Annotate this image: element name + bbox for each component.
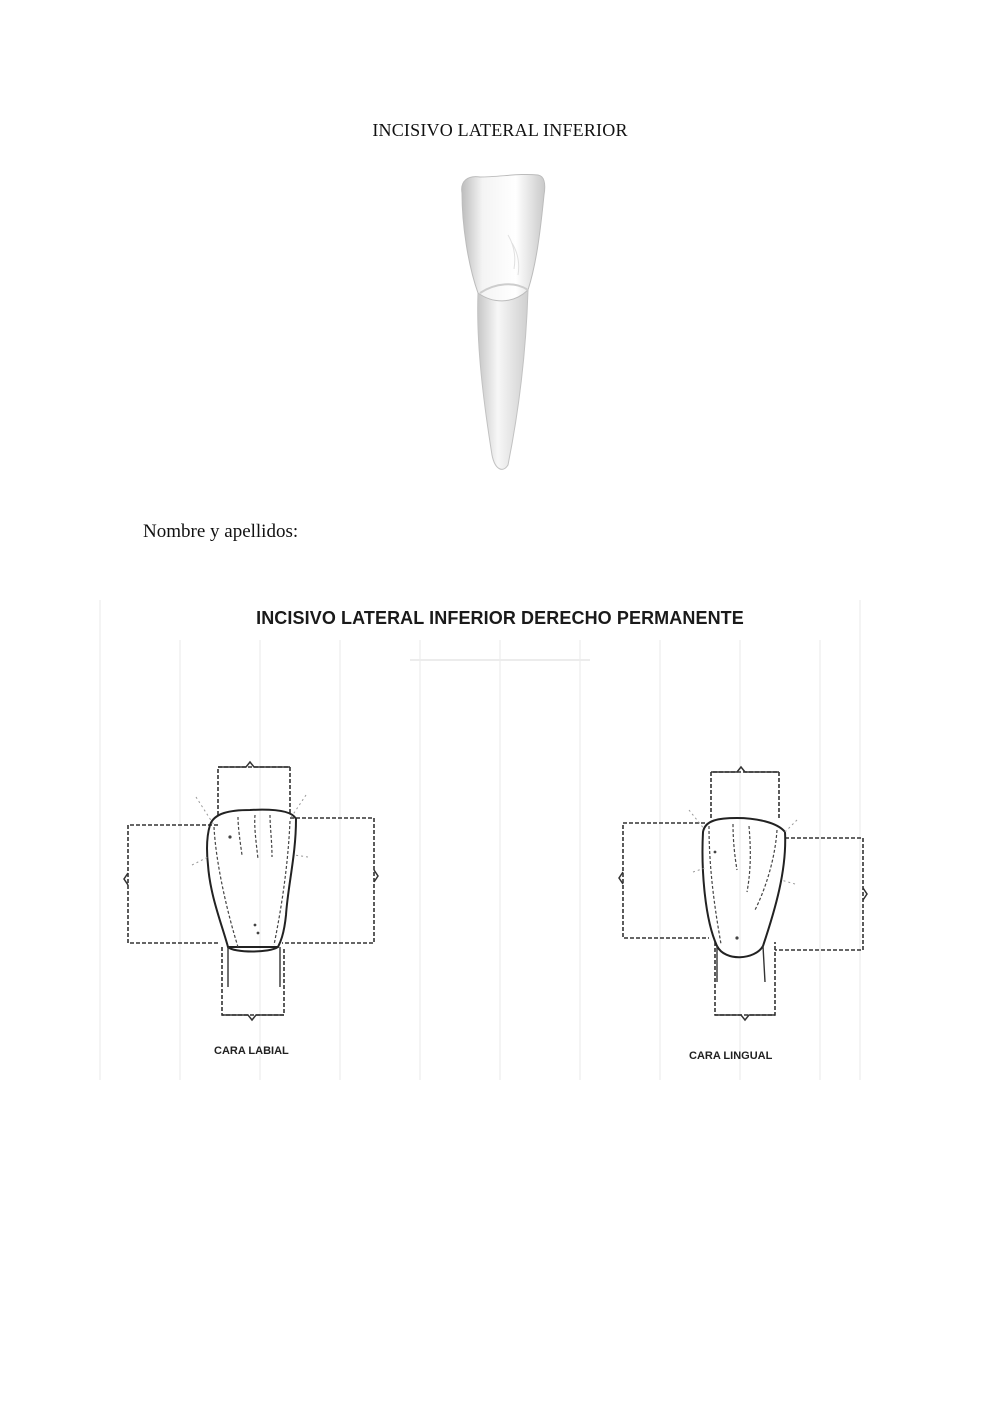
- tooth-illustration: [440, 165, 560, 485]
- lingual-view-caption: CARA LINGUAL: [689, 1050, 773, 1062]
- worksheet-title: INCISIVO LATERAL INFERIOR DERECHO PERMANENTE: [256, 608, 744, 628]
- name-field-label: Nombre y apellidos:: [143, 521, 299, 542]
- lingual-view-diagram: [605, 760, 890, 1035]
- labial-view-diagram: [110, 755, 400, 1030]
- page-title: INCISIVO LATERAL INFERIOR: [372, 120, 628, 140]
- labial-view-caption: CARA LABIAL: [214, 1045, 289, 1057]
- lingual-tooth-outline: [703, 818, 786, 957]
